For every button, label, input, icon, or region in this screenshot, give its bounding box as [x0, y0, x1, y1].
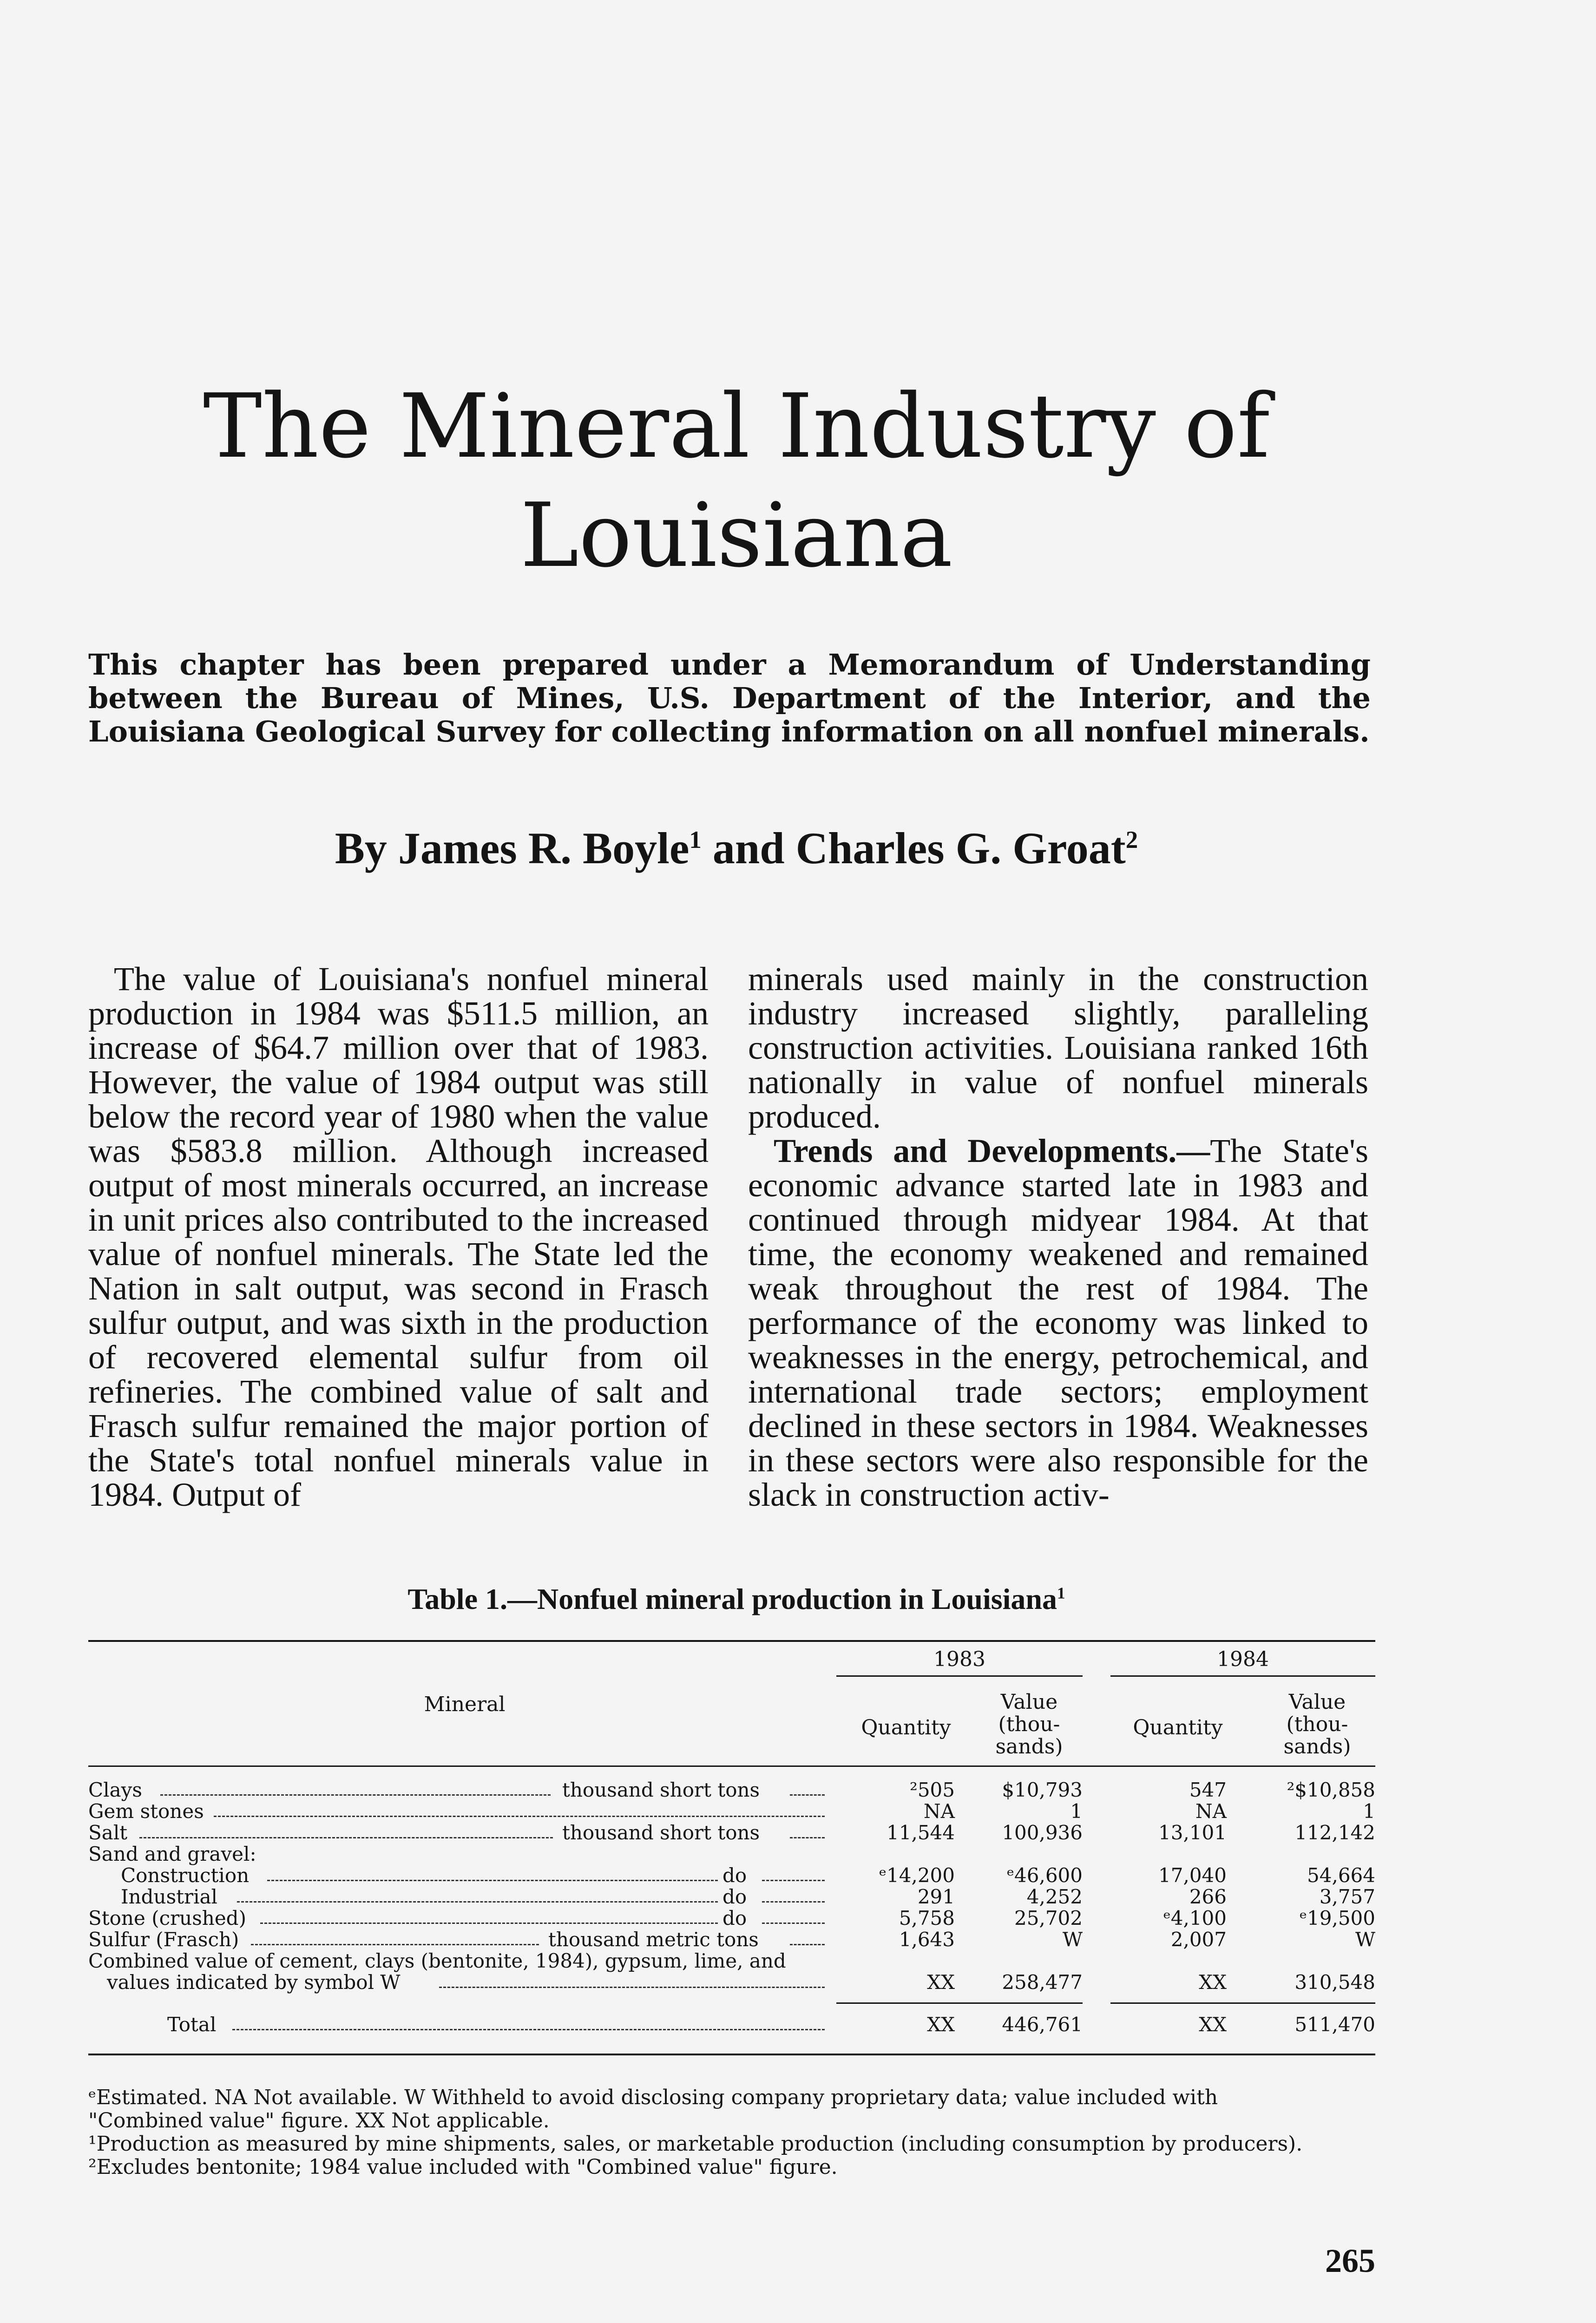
cell-quantity-1983: NA [923, 1800, 955, 1823]
cell-quantity-1983: 5,758 [899, 1907, 955, 1929]
row-label: Stone (crushed) [88, 1907, 246, 1929]
row-label: Gem stones [88, 1800, 204, 1823]
cell-quantity-1983: XX [927, 1971, 955, 1994]
year-rule-1983 [836, 1675, 1083, 1677]
leader-dots [267, 1880, 718, 1881]
footnote-line: ᵉEstimated. NA Not available. W Withheld to avoid disclosing company proprietary data; value included with [88, 2086, 1218, 2109]
table-title-text: Table 1.—Nonfuel mineral production in Louisiana [407, 1582, 1057, 1615]
year-rule-1984 [1110, 1675, 1375, 1677]
leader-dots [260, 1923, 718, 1924]
cell-quantity-1984: XX [1199, 1971, 1227, 1994]
cell-value-1984: 310,548 [1294, 1971, 1375, 1994]
row-label: Sand and gravel: [88, 1843, 256, 1865]
cell-value-1983: 1 [1070, 1800, 1083, 1823]
row-label-continued: values indicated by symbol W [107, 1971, 401, 1994]
cell-quantity-1984: 17,040 [1158, 1864, 1227, 1887]
body-column-left: The value of Louisiana's nonfuel mineral production in 1984 was $511.5 million, an increase of $64.7 million over that of 1983. However, the value of 1984 output was still below the record year of 1980 when the value was $583.8 million. Although increased output of most minerals occurred, an increase in unit prices also contributed to the increased value of nonfuel minerals. The State led the Nation in salt output, was second in Frasch sulfur output, and was sixth in the production of recovered elemental sulfur from oil refineries. The combined value of salt and Frasch sulfur remained the major portion of the State's total nonfuel minerals value in 1984. Output of [88, 960, 709, 1513]
value-header-line: sands) [995, 1735, 1063, 1759]
cell-value-1984: ᵉ19,500 [1299, 1907, 1375, 1929]
row-unit: thousand short tons [562, 1821, 760, 1844]
cell-quantity-1984: 266 [1189, 1885, 1227, 1908]
cell-value-1983: 446,761 [1002, 2013, 1083, 2036]
row-label: Total [167, 2013, 217, 2036]
row-unit: thousand short tons [562, 1778, 760, 1801]
cell-value-1984: W [1355, 1928, 1375, 1951]
year-header-1983: 1983 [933, 1647, 985, 1671]
leader-dots [762, 1901, 825, 1903]
footnote-line: "Combined value" figure. XX Not applicable. [88, 2109, 550, 2133]
table-top-rule [88, 1640, 1375, 1642]
column-header-quantity-1984: Quantity [1133, 1716, 1223, 1739]
value-header-line: (thou- [998, 1713, 1060, 1736]
cell-value-1984: ²$10,858 [1287, 1778, 1375, 1801]
leader-dots [214, 1816, 825, 1817]
table-header-rule [88, 1765, 1375, 1767]
cell-value-1983: 4,252 [1026, 1885, 1083, 1908]
cell-quantity-1983: ²505 [909, 1778, 955, 1801]
byline [0, 822, 1473, 874]
leader-dots [439, 1987, 825, 1988]
leader-dots [160, 1794, 551, 1796]
table-bottom-rule [88, 2054, 1375, 2055]
row-unit: do [722, 1907, 747, 1929]
trends-text: The State's economic advance started late in 1983 and continued through midyear 1984. At that time, the economy weakened and remained weak throughout the rest of 1984. The performance of the economy was linked to weaknesses in the energy, petrochemical, and international trade sectors; employment declined in these sectors in 1984. Weaknesses in these sectors were also responsible for the slack in construction activ- [748, 1132, 1368, 1513]
cell-quantity-1983: 291 [917, 1885, 955, 1908]
total-rule-1984 [1110, 2002, 1375, 2004]
author-1-footnote-mark: 1 [689, 827, 702, 853]
chapter-title [0, 372, 1473, 590]
value-header-line: Value [1000, 1690, 1058, 1714]
leader-dots [251, 1944, 539, 1945]
body-paragraph-trends [748, 1134, 1368, 1512]
row-label: Combined value of cement, clays (bentonite, 1984), gypsum, lime, and [88, 1949, 786, 1972]
section-heading-trends: Trends and Developments.— [774, 1132, 1210, 1169]
cell-quantity-1984: 2,007 [1170, 1928, 1227, 1951]
cell-value-1984: 112,142 [1294, 1821, 1375, 1844]
footnote-line: ¹Production as measured by mine shipments, sales, or marketable production (including consumption by producers). [88, 2132, 1303, 2156]
row-label: Clays [88, 1778, 142, 1801]
cell-value-1983: ᵉ46,600 [1006, 1864, 1083, 1887]
column-header-value-1984 [1259, 1691, 1375, 1758]
cell-value-1983: 100,936 [1002, 1821, 1083, 1844]
value-header-line: (thou- [1286, 1713, 1348, 1736]
column-header-mineral: Mineral [424, 1693, 506, 1716]
cell-value-1984: 511,470 [1294, 2013, 1375, 2036]
column-header-value-1983 [976, 1691, 1083, 1758]
cell-quantity-1984: 13,101 [1158, 1821, 1227, 1844]
value-header-line: Value [1288, 1690, 1346, 1714]
cell-quantity-1984: XX [1199, 2013, 1227, 2036]
leader-dots [790, 1794, 825, 1796]
cell-quantity-1984: 547 [1189, 1778, 1227, 1801]
table-title-footnote-mark: 1 [1057, 1584, 1065, 1602]
leader-dots [139, 1837, 553, 1838]
table-title [0, 1582, 1473, 1616]
cell-value-1984: 1 [1363, 1800, 1375, 1823]
row-label: Industrial [121, 1885, 217, 1908]
cell-quantity-1983: 11,544 [887, 1821, 955, 1844]
leader-dots [232, 2029, 825, 2030]
page-number: 265 [1325, 2242, 1375, 2279]
cell-quantity-1983: XX [927, 2013, 955, 2036]
cell-quantity-1983: ᵉ14,200 [879, 1864, 955, 1887]
row-label: Sulfur (Frasch) [88, 1928, 239, 1951]
cell-quantity-1983: 1,643 [899, 1928, 955, 1951]
author-1: By James R. Boyle [335, 823, 690, 873]
memorandum-note: This chapter has been prepared under a Memorandum of Understanding between the Bureau of Mines, U.S. Department of the Interior, and the Louisiana Geological Survey for collecting information on all nonfuel minerals. [88, 648, 1371, 748]
cell-value-1983: 25,702 [1014, 1907, 1083, 1929]
leader-dots [762, 1923, 825, 1924]
cell-quantity-1984: NA [1195, 1800, 1227, 1823]
total-rule-1983 [836, 2002, 1083, 2004]
row-unit: thousand metric tons [548, 1928, 759, 1951]
leader-dots [762, 1880, 825, 1881]
body-paragraph: minerals used mainly in the construction industry increased slightly, paralleling construction activities. Louisiana ranked 16th nationally in value of nonfuel minerals produced. [748, 960, 1368, 1135]
body-column-right [748, 962, 1368, 1512]
year-header-1984: 1984 [1217, 1647, 1269, 1671]
row-label: Construction [121, 1864, 250, 1887]
leader-dots [790, 1944, 825, 1945]
value-header-line: sands) [1283, 1735, 1351, 1759]
chapter-title-line-1: The Mineral Industry of [203, 375, 1270, 478]
author-2: and Charles G. Groat [701, 823, 1126, 873]
author-2-footnote-mark: 2 [1125, 827, 1138, 853]
cell-value-1984: 54,664 [1307, 1864, 1375, 1887]
table-footnotes [88, 2086, 1380, 2179]
row-unit: do [722, 1885, 747, 1908]
cell-value-1983: 258,477 [1002, 1971, 1083, 1994]
row-label: Salt [88, 1821, 128, 1844]
leader-dots [790, 1837, 825, 1838]
leader-dots [237, 1901, 718, 1903]
chapter-title-line-2: Louisiana [520, 484, 953, 587]
footnote-line: ²Excludes bentonite; 1984 value included with "Combined value" figure. [88, 2155, 838, 2179]
cell-value-1983: W [1062, 1928, 1083, 1951]
cell-quantity-1984: ᵉ4,100 [1163, 1907, 1227, 1929]
row-unit: do [722, 1864, 747, 1887]
cell-value-1984: 3,757 [1319, 1885, 1375, 1908]
cell-value-1983: $10,793 [1002, 1778, 1083, 1801]
column-header-quantity-1983: Quantity [861, 1716, 951, 1739]
